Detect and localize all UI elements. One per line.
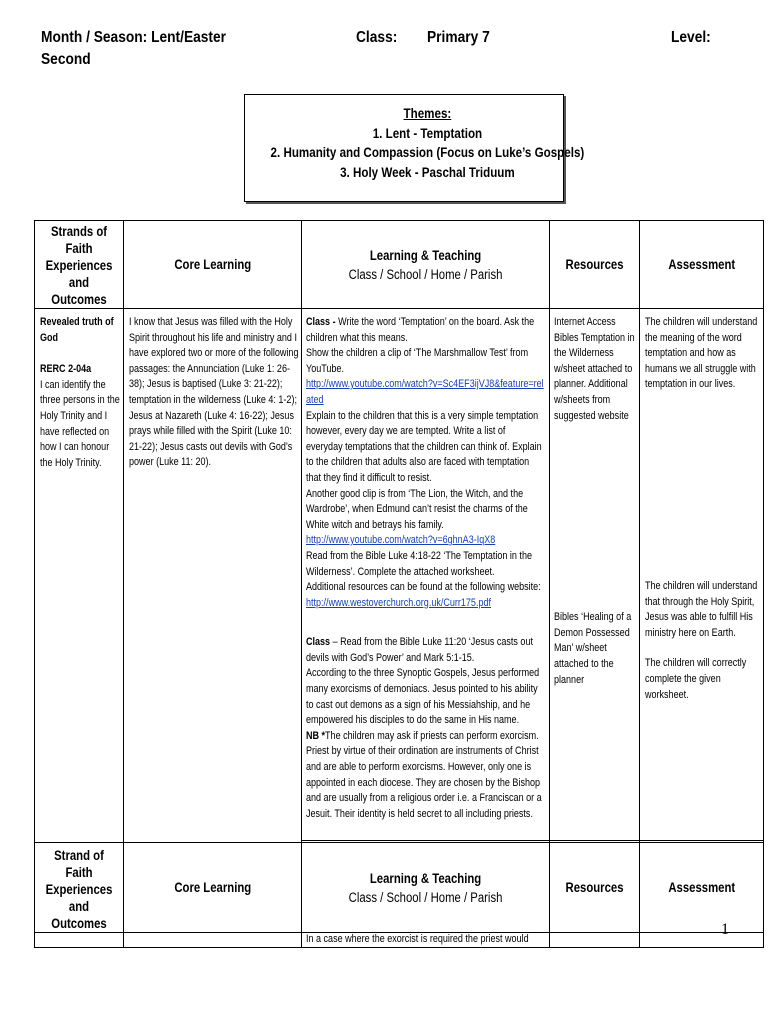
strand-cell (35, 309, 124, 843)
theme-item: 1. Lent - Temptation (372, 125, 483, 141)
strands-header: Strands of Faith Experiences and Outcomes (35, 221, 124, 309)
table-header-row (35, 221, 764, 309)
strand-text: I can identify the three persons in the Holy Trinity and I have reflected on how I can honour the Holy Trinity. (40, 378, 120, 469)
table-row (35, 309, 764, 841)
table-header-row-2 (35, 843, 764, 933)
strand-code: RERC 2-04a (40, 363, 92, 376)
planner-table (34, 220, 764, 948)
strand-title: Revealed truth of God (40, 316, 114, 344)
learning-teaching-header: Learning & Teaching Class / School / Home / Parish (302, 221, 550, 309)
westover-link[interactable]: http://www.westoverchurch.org.uk/Curr175.pdf (306, 596, 491, 609)
theme-item: 2. Humanity and Compassion (Focus on Luke’s Gospels) (270, 145, 585, 160)
assessment-text: The children will understand that through the Holy Spirit, Jesus was able to fulfill His ministry here on Earth. (645, 579, 758, 639)
theme-item: 3. Holy Week - Paschal Triduum (340, 164, 515, 180)
class-label: Class: (356, 29, 398, 46)
themes-title: Themes: (403, 106, 452, 121)
resources-text: Bibles ‘Healing of a Demon Possessed Man’ w/sheet attached to the planner (554, 611, 632, 686)
resources-text: Internet Access Bibles Temptation in the Wilderness w/sheet attached to planner. Additional w/sheets from suggested website (554, 316, 635, 422)
class-label-bold: Class (306, 636, 331, 649)
core-learning-header-2: Core Learning (124, 843, 302, 933)
month-season-label: Month / Season: Lent/Easter Second (41, 29, 227, 68)
table-row (35, 933, 764, 948)
learning-teaching-header-2: Learning & Teaching Class / School / Home / Parish (302, 843, 550, 933)
youtube-link-narnia[interactable]: http://www.youtube.com/watch?v=6ghnA3-IqX8 (306, 534, 496, 547)
themes-box (244, 94, 585, 202)
youtube-link-marshmallow[interactable]: http://www.youtube.com/watch?v=Sc4EF3ijVJ8&feature=related (306, 378, 544, 406)
level-label: Level: (671, 29, 711, 46)
resources-cell (550, 309, 640, 841)
core-learning-cell (124, 309, 302, 843)
resources-header: Resources (550, 221, 640, 309)
resources-header-2: Resources (550, 843, 640, 933)
nb-label: NB * (306, 729, 326, 742)
core-learning-header: Core Learning (124, 221, 302, 309)
core-learning-text: I know that Jesus was filled with the Holy Spirit throughout his life and ministry and I have explored two or more of the following passages: the Annunciation (Luke 1: 26-38); Jesus is baptised (Luke 3: 21-22); temptation in the wilderness (Luke 4: 1-2); Jesus at Nazareth (Luke 4: 16-22); Jesus prays while filled with the Spirit (Luke 10: 21-22); Jesus casts out devils with God’s power (Luke 11: 20). (129, 316, 299, 469)
assessment-header-2: Assessment (640, 843, 764, 933)
learning-teaching-text: In a case where the exorcist is required the priest would (306, 933, 529, 945)
page-number: 1 (721, 921, 729, 938)
assessment-cell (640, 309, 764, 841)
class-label-bold: Class - (306, 316, 336, 328)
assessment-text: The children will understand the meaning of the word temptation and how as humans we all struggle with temptation in our lives. (645, 316, 758, 391)
class-value: Primary 7 (427, 29, 490, 46)
assessment-header: Assessment (640, 221, 764, 309)
strands-header-2: Strand of Faith Experiences and Outcomes (35, 843, 124, 933)
learning-teaching-cell: Class - Write the word ‘Temptation’ on the board. Ask the children what this means. Show the children a clip of ‘The Marshmallow Test’ from YouTube. http://www.youtube.com/watch?v=Sc4EF3ijVJ8&feature=related Explain to the children that this is a very simple temptation however, every day we are tempted. Write a list of everyday temptations that the children can think of. Explain to the children that adults also are faced with temptation that they find it difficult to resist. Another good clip is from ‘The Lion, the Witch, and the Wardrobe’, when Edmund can’t resist the charms of the White witch and betrays his family. http://www.youtube.com/watch?v=6ghnA3-IqX8 Read from the Bible Luke 4:18-22 ‘The Temptation in the Wilderness’. Complete the attached worksheet. Additional resources can be found at the following website: http://www.westoverchurch.org.uk/Curr175.pdf Class – Read from the Bible Luke 11:20 ‘Jesus casts out devils with God’s Power’ and Mark 5:1-15. According to the three Synoptic Gospels, Jesus performed many exorcisms of demoniacs. Jesus pointed to his ability to cast out demons as a sign of his Messiahship, and he empowered his disciples to do the same in His name. NB *The children may ask if priests can perform exorcism. Priest by virtue of their ordination are instruments of Christ and are able to perform exorcisms. However, only one is appointed in each diocese. They are chosen by the Bishop and are usually from a religious order i.e. a Franciscan or a Jesuit. Their identity is held secret to all including priests. (302, 309, 550, 841)
assessment-text: The children will correctly complete the given worksheet. (645, 657, 747, 701)
